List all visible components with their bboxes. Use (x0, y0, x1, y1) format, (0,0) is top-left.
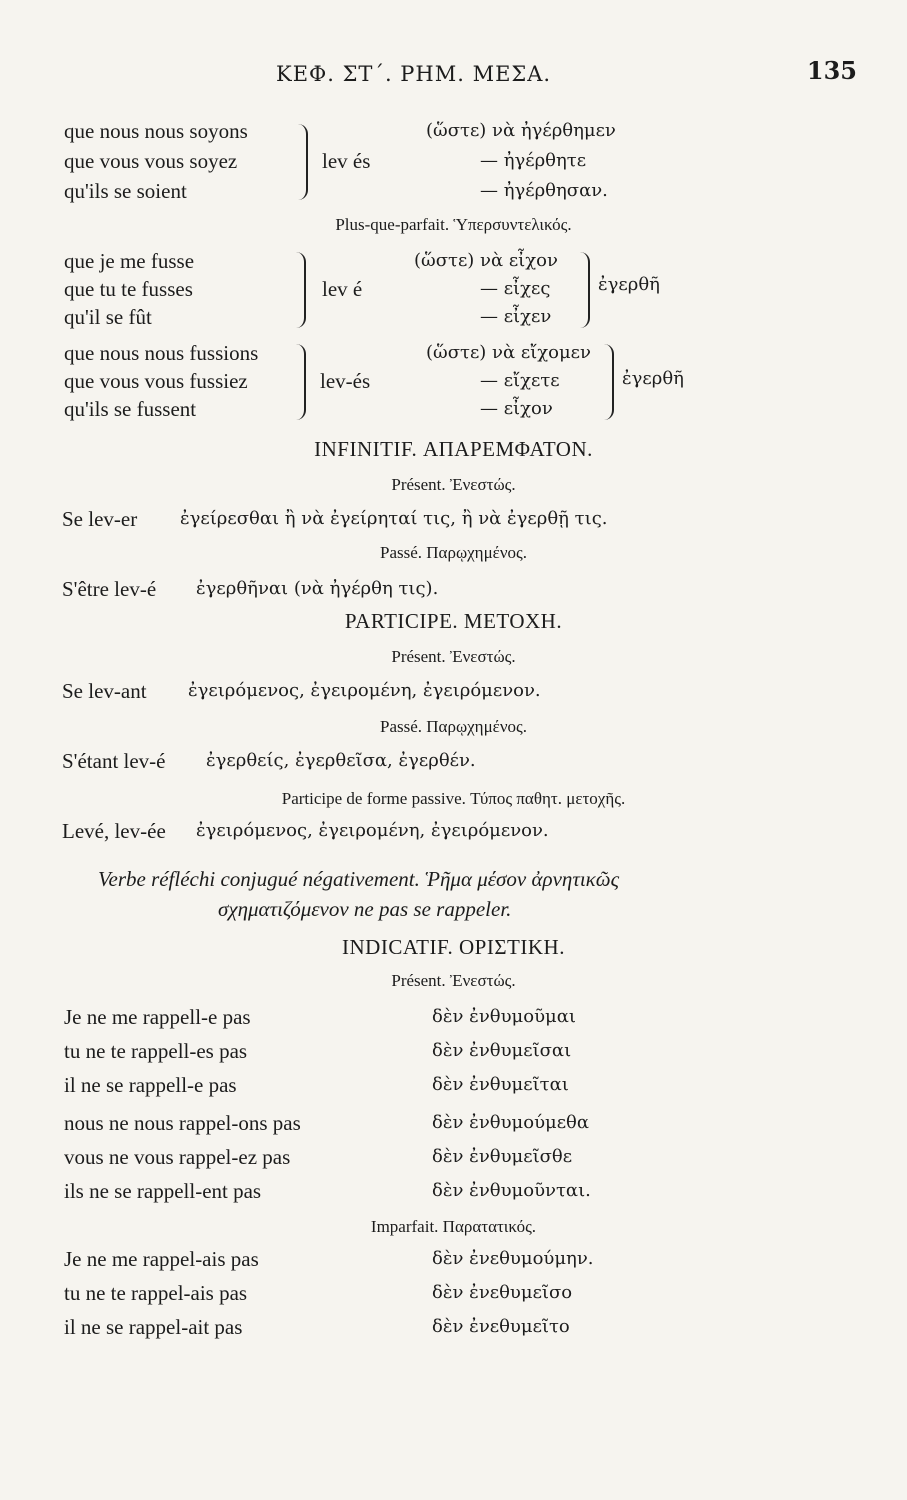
section-heading: Plus-que-parfait. Ὑπερσυντελικός. (335, 215, 572, 234)
gr-line: δὲν ἐνεθυμούμην. (432, 1248, 594, 1269)
fr-line: il ne se rappell-e pas (64, 1073, 237, 1097)
fr-line: Je ne me rappell-e pas (64, 1005, 251, 1029)
tense-heading: Présent. Ἐνεστώς. (391, 647, 516, 666)
tense-heading: Présent. Ἐνεστώς. (391, 971, 516, 990)
gr-line: — εἶχες (480, 278, 551, 299)
gr-line: — ἠγέρθητε (480, 150, 587, 171)
fr-line: nous ne nous rappel-ons pas (64, 1111, 301, 1135)
tense-heading: Passé. Παρῳχημένος. (380, 543, 527, 562)
fr-line: qu'il se fût (64, 305, 152, 329)
fr-line: qu'ils se fussent (64, 397, 197, 421)
gr-line: (ὥστε) νὰ εἴχομεν (426, 342, 591, 363)
gr-line: δὲν ἐνθυμούμεθα (432, 1112, 590, 1133)
brace (604, 344, 614, 420)
tense-heading: Imparfait. Παρατατικός. (370, 1217, 537, 1236)
verb-title: σχηματιζόμενον ne pas se rappeler. (218, 897, 512, 921)
fr-line: qu'ils se soient (64, 179, 187, 203)
gr-stem: ἐγερθῆ (622, 368, 684, 389)
fr-stem: lev é (322, 277, 363, 301)
fr-line: Se lev-ant (62, 679, 147, 703)
gr-line: — εἴχετε (480, 370, 560, 391)
gr-line: — ἠγέρθησαν. (480, 180, 608, 201)
gr-line: — εἶχεν (480, 306, 552, 327)
gr-line: δὲν ἐνθυμοῦνται. (432, 1180, 591, 1201)
gr-line: δὲν ἐνεθυμεῖσο (432, 1282, 573, 1303)
fr-line: ils ne se rappell-ent pas (64, 1179, 262, 1203)
tense-heading: Présent. Ἐνεστώς. (391, 475, 516, 494)
running-header (0, 56, 907, 92)
verb-title: Verbe réfléchi conjugué négativement. Ῥῆμα μέσον ἀρνητικῶς (98, 867, 620, 891)
fr-line: S'être lev-é (62, 577, 157, 601)
section-heading: INDICATIF. ΟΡΙΣΤΙΚΗ. (342, 935, 565, 959)
brace (298, 124, 308, 200)
header-title: ΚΕΦ. ΣΤ΄. ΡΗΜ. ΜΕΣΑ. (276, 62, 552, 86)
gr-line: δὲν ἐνθυμεῖται (432, 1074, 569, 1095)
gr-line: ἐγερθείς, ἐγερθεῖσα, ἐγερθέν. (206, 750, 476, 771)
gr-line: ἐγερθῆναι (νὰ ἠγέρθη τις). (196, 578, 439, 599)
fr-line: que vous vous fussiez (64, 369, 248, 393)
gr-line: (ὥστε) νὰ εἶχον (414, 250, 558, 271)
fr-line: Je ne me rappel-ais pas (64, 1247, 259, 1271)
fr-line: S'étant lev-é (62, 749, 166, 773)
brace (296, 344, 306, 420)
fr-line: Se lev-er (62, 507, 138, 531)
section-heading: INFINITIF. ΑΠΑΡΕΜΦΑΤΟΝ. (314, 437, 593, 461)
tense-heading: Passé. Παρῳχημένος. (380, 717, 527, 736)
fr-stem: lev és (322, 149, 371, 173)
fr-line: il ne se rappel-ait pas (64, 1315, 243, 1339)
section-heading: PARTICIPE. ΜΕΤΟΧΗ. (344, 609, 563, 633)
fr-line: tu ne te rappel-ais pas (64, 1281, 248, 1305)
gr-line: ἐγειρόμενος, ἐγειρομένη, ἐγειρόμενον. (196, 820, 549, 841)
page-number: 135 (806, 56, 857, 85)
gr-line: ἐγειρόμενος, ἐγειρομένη, ἐγειρόμενον. (188, 680, 541, 701)
fr-line: Levé, lev-ée (62, 819, 166, 843)
fr-line: que nous nous fussions (64, 341, 259, 365)
gr-line: δὲν ἐνθυμεῖσθε (432, 1146, 573, 1167)
fr-line: tu ne te rappell-es pas (64, 1039, 248, 1063)
gr-line: δὲν ἐνθυμοῦμαι (432, 1006, 576, 1027)
gr-line: (ὥστε) νὰ ἠγέρθημεν (426, 120, 616, 141)
brace (580, 252, 590, 328)
tense-heading: Participe de forme passive. Τύπος παθητ. μετοχῆς. (281, 789, 626, 808)
gr-line: δὲν ἐνεθυμεῖτο (432, 1316, 570, 1337)
gr-line: — εἶχον (480, 398, 553, 419)
brace (296, 252, 306, 328)
fr-line: que tu te fusses (64, 277, 193, 301)
fr-line: que nous nous soyons (64, 119, 248, 143)
gr-line: δὲν ἐνθυμεῖσαι (432, 1040, 572, 1061)
gr-line: ἐγείρεσθαι ἢ νὰ ἐγείρηταί τις, ἢ νὰ ἐγερθῇ τις. (180, 508, 608, 529)
fr-line: vous ne vous rappel-ez pas (64, 1145, 291, 1169)
fr-stem: lev-és (320, 369, 371, 393)
fr-line: que je me fusse (64, 249, 195, 273)
fr-line: que vous vous soyez (64, 149, 238, 173)
gr-stem: ἐγερθῆ (598, 274, 660, 295)
